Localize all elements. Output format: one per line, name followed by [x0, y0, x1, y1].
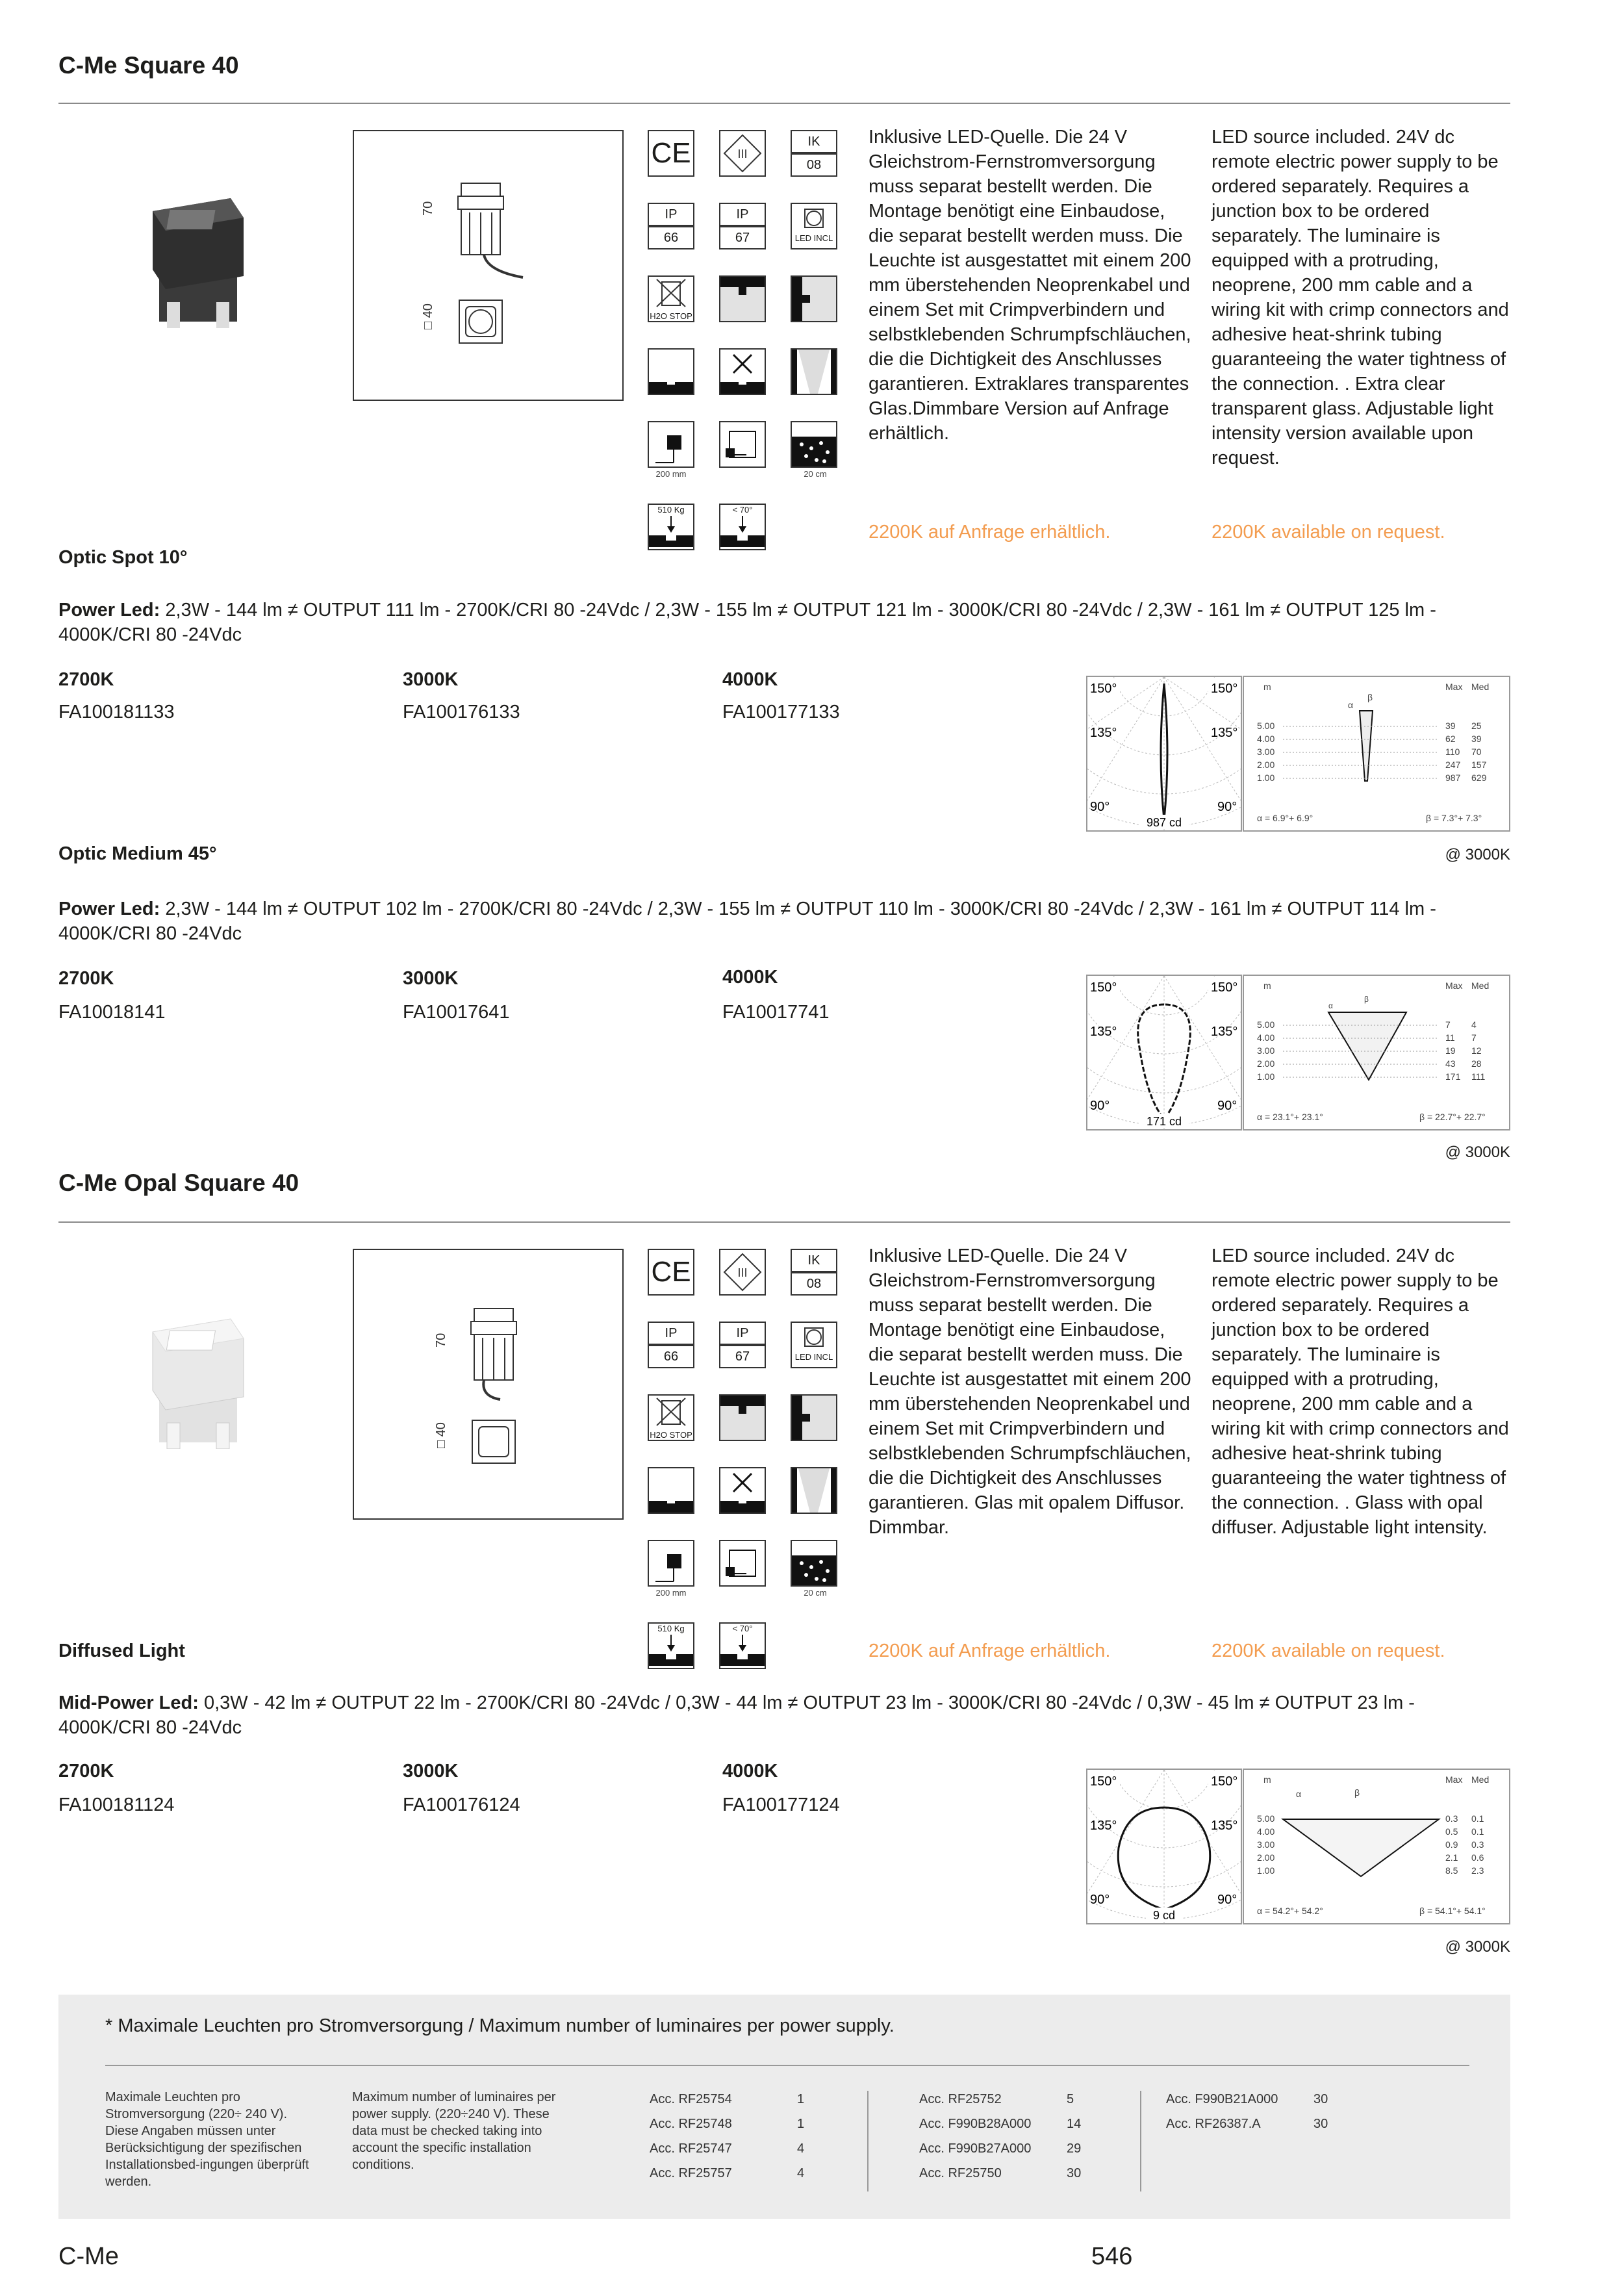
accessory-row: Acc. RF25754 1 — [650, 2092, 805, 2106]
description-en: LED source included. 24V dc remote electric power supply to be ordered separately. Requires a junction box to be ordered separately. The luminaire is equipped with a protruding, neoprene, 200 mm cable and a wiring kit with crimp connectors and adhesive heat-shrink tubing guaranteeing the water tightness of the connection. . Extra clear transparent glass. Adjustable light intensity version available upon request. — [1212, 127, 1509, 468]
product-code: FA100176133 — [403, 702, 520, 722]
page-number: 546 — [1091, 2243, 1133, 2270]
top-mount-icon — [719, 275, 766, 322]
accessory-row: Acc. RF25757 4 — [650, 2166, 805, 2180]
product-code: FA100177124 — [722, 1795, 840, 1815]
ik-label: IK — [791, 130, 837, 153]
section-divider — [58, 103, 1510, 104]
svg-text:2.1: 2.1 — [1445, 1852, 1458, 1863]
accessory-row: Acc. RF25748 1 — [650, 2117, 805, 2131]
temperature-icon: < 70° — [719, 504, 766, 550]
ip67-label: IP — [719, 1322, 766, 1345]
symbols-grid — [646, 1249, 854, 1671]
led-included-icon: LED INCL — [791, 1322, 837, 1368]
svg-text:β: β — [1354, 1787, 1360, 1798]
power-text: 0,3W - 42 lm ≠ OUTPUT 22 lm - 2700K/CRI 80 -24Vdc / 0,3W - 44 lm ≠ OUTPUT 23 lm - 3000K/CRI 80 -24Vdc / 0,3W - 45 lm ≠ OUTPUT 23 lm - 4000K/CRI 80 -24Vdc — [58, 1693, 1415, 1738]
svg-text:135°: 135° — [1211, 1025, 1238, 1039]
svg-text:β = 54.1°+ 54.1°: β = 54.1°+ 54.1° — [1419, 1906, 1486, 1916]
footnote: * Maximale Leuchten pro Stromversorgung / Maximum number of luminaires per power supply. — [105, 2015, 894, 2036]
svg-text:157: 157 — [1471, 760, 1487, 770]
power-spec — [58, 897, 1488, 946]
svg-text:Max: Max — [1445, 1774, 1463, 1785]
svg-text:Max: Max — [1445, 682, 1463, 692]
power-spec — [58, 598, 1488, 647]
illuminance-table — [1243, 676, 1510, 832]
svg-text:m: m — [1263, 682, 1271, 692]
svg-text:3.00: 3.00 — [1257, 1045, 1275, 1056]
svg-text:987 cd: 987 cd — [1146, 816, 1182, 829]
ik-value: 08 — [791, 1272, 837, 1296]
svg-text:7: 7 — [1445, 1019, 1451, 1030]
accessory-list — [919, 2092, 1101, 2191]
power-label: Mid-Power Led: — [58, 1693, 199, 1713]
svg-text:4.00: 4.00 — [1257, 734, 1275, 744]
svg-text:135°: 135° — [1090, 726, 1117, 740]
svg-text:135°: 135° — [1211, 1819, 1238, 1833]
light-beam-icon — [791, 1467, 837, 1514]
power-supply-box — [58, 1995, 1510, 2219]
technical-drawing — [353, 1249, 624, 1520]
product-photo — [146, 1299, 250, 1449]
optic-name: Optic Spot 10° — [58, 547, 188, 568]
svg-text:150°: 150° — [1211, 1774, 1238, 1789]
accessory-row: Acc. RF26387.A 30 — [1166, 2117, 1328, 2131]
symbols-grid — [646, 130, 854, 552]
spacing-icon — [791, 421, 837, 468]
svg-text:7: 7 — [1471, 1032, 1477, 1043]
svg-text:90°: 90° — [1090, 800, 1110, 814]
svg-text:β = 7.3°+ 7.3°: β = 7.3°+ 7.3° — [1426, 813, 1482, 823]
svg-text:19: 19 — [1445, 1045, 1456, 1056]
color-temperature: 3000K — [403, 669, 459, 690]
svg-text:62: 62 — [1445, 734, 1456, 744]
svg-text:70: 70 — [434, 1333, 448, 1348]
svg-text:135°: 135° — [1090, 1819, 1117, 1833]
svg-text:α = 54.2°+ 54.2°: α = 54.2°+ 54.2° — [1257, 1906, 1323, 1916]
description-de: Inklusive LED-Quelle. Die 24 V Gleichstrom-Fernstromversorgung muss separat bestellt werden. Die Montage benötigt eine Einbaudose, die separat bestellt werden muss. Die Leuchte ist ausgestattet mit einem 200 mm überstehenden Neoprenkabel und einem Set mit Crimpverbindern und selbstklebenden Schrumpfschläuchen, die die Dichtigkeit des Anschlusses garantieren. Extraklares transparentes Glas.Dimmbare Version auf Anfrage erhältlich. — [869, 127, 1191, 444]
floor-recess-icon — [648, 348, 694, 395]
spacing-label: 20 cm — [804, 1588, 827, 1598]
svg-text:0.1: 0.1 — [1471, 1813, 1484, 1824]
svg-text:α: α — [1328, 1001, 1333, 1010]
svg-text:39: 39 — [1445, 721, 1456, 731]
svg-text:12: 12 — [1471, 1045, 1482, 1056]
power-spec — [58, 1691, 1488, 1740]
svg-text:90°: 90° — [1217, 1893, 1237, 1907]
svg-text:Med: Med — [1471, 682, 1490, 692]
svg-text:90°: 90° — [1217, 1099, 1237, 1113]
accessory-row: Acc. RF25750 30 — [919, 2166, 1082, 2180]
side-mount-icon — [791, 275, 837, 322]
svg-text:0.9: 0.9 — [1445, 1839, 1458, 1850]
column-divider — [867, 2091, 869, 2191]
svg-text:5.00: 5.00 — [1257, 721, 1275, 731]
svg-text:5.00: 5.00 — [1257, 1813, 1275, 1824]
column-divider — [1140, 2091, 1141, 2191]
product-photo — [146, 179, 250, 328]
svg-text:m: m — [1263, 1774, 1271, 1785]
svg-text:90°: 90° — [1090, 1893, 1110, 1907]
svg-text:90°: 90° — [1217, 800, 1237, 814]
svg-text:150°: 150° — [1211, 682, 1238, 696]
svg-text:150°: 150° — [1090, 682, 1117, 696]
ip66-label: IP — [648, 203, 694, 226]
svg-text:135°: 135° — [1211, 726, 1238, 740]
ik-value: 08 — [791, 153, 837, 177]
floor-recess-icon — [648, 1467, 694, 1514]
color-temperature: 4000K — [722, 967, 778, 988]
svg-text:III: III — [737, 1266, 748, 1279]
cable-length-icon — [648, 1540, 694, 1587]
junction-box-icon — [719, 421, 766, 468]
svg-text:629: 629 — [1471, 773, 1487, 783]
illuminance-table — [1243, 1769, 1510, 1924]
reference-temperature: @ 3000K — [1445, 846, 1510, 863]
svg-text:171 cd: 171 cd — [1146, 1115, 1182, 1128]
footer-text-en: Maximum number of luminaires per power supply. (220÷240 V). These data must be checked taking into account the specific installation conditions. — [352, 2090, 556, 2172]
side-mount-icon — [791, 1394, 837, 1441]
section-divider — [58, 1221, 1510, 1223]
top-mount-icon — [719, 1394, 766, 1441]
svg-text:α = 23.1°+ 23.1°: α = 23.1°+ 23.1° — [1257, 1112, 1323, 1122]
color-temperature: 3000K — [403, 968, 459, 989]
power-text: 2,3W - 144 lm ≠ OUTPUT 102 lm - 2700K/CRI 80 -24Vdc / 2,3W - 155 lm ≠ OUTPUT 110 lm - 3000K/CRI 80 -24Vdc / 2,3W - 161 lm ≠ OUTPUT 114 lm - 4000K/CRI 80 -24Vdc — [58, 899, 1436, 944]
description-de: Inklusive LED-Quelle. Die 24 V Gleichstrom-Fernstromversorgung muss separat bestellt werden. Die Montage benötigt eine Einbaudose, die separat bestellt werden muss. Die Leuchte ist ausgestattet mit einem 200 mm überstehenden Neoprenkabel und einem Set mit Crimpverbindern und selbstklebenden Schrumpfschläuchen, die die Dichtigkeit des Anschlusses garantieren. Glas mit opalem Diffusor. Dimmbar. — [869, 1246, 1191, 1538]
spacing-icon — [791, 1540, 837, 1587]
svg-text:9 cd: 9 cd — [1152, 1909, 1176, 1922]
h2o-stop-icon: H2O STOP — [648, 1394, 694, 1441]
svg-text:70: 70 — [421, 201, 435, 216]
light-beam-icon — [791, 348, 837, 395]
svg-text:70: 70 — [1471, 747, 1482, 757]
footer-text-de: Maximale Leuchten pro Stromversorgung (220÷ 240 V). Diese Angaben müssen unter Berücksichtigung der spezifischen Installationsbed-ingungen überprüft werden. — [105, 2090, 309, 2189]
svg-text:2.00: 2.00 — [1257, 1058, 1275, 1069]
no-cover-icon — [719, 1467, 766, 1514]
svg-text:987: 987 — [1445, 773, 1461, 783]
svg-text:11: 11 — [1445, 1032, 1455, 1043]
color-temperature: 3000K — [403, 1761, 459, 1782]
svg-text:4.00: 4.00 — [1257, 1032, 1275, 1043]
color-temperature: 4000K — [722, 669, 778, 690]
svg-text:150°: 150° — [1211, 980, 1238, 995]
svg-text:28: 28 — [1471, 1058, 1482, 1069]
product-code: FA100177133 — [722, 702, 840, 722]
ik-label: IK — [791, 1249, 837, 1272]
svg-text:α = 6.9°+ 6.9°: α = 6.9°+ 6.9° — [1257, 813, 1313, 823]
svg-text:4.00: 4.00 — [1257, 1826, 1275, 1837]
accessory-list — [650, 2092, 831, 2191]
product-code: FA10017641 — [403, 1002, 510, 1023]
svg-text:8.5: 8.5 — [1445, 1865, 1458, 1876]
polar-diagram — [1086, 975, 1242, 1131]
led-included-icon: LED INCL — [791, 203, 837, 249]
svg-text:□ 40: □ 40 — [421, 303, 435, 329]
svg-text:90°: 90° — [1090, 1099, 1110, 1113]
availability-note-en: 2200K available on request. — [1212, 522, 1445, 543]
svg-text:5.00: 5.00 — [1257, 1019, 1275, 1030]
svg-text:171: 171 — [1445, 1071, 1461, 1082]
color-temperature: 4000K — [722, 1761, 778, 1782]
reference-temperature: @ 3000K — [1445, 1143, 1510, 1161]
svg-text:0.3: 0.3 — [1471, 1839, 1484, 1850]
product-code: FA100181124 — [58, 1795, 175, 1815]
svg-text:1.00: 1.00 — [1257, 773, 1275, 783]
class-iii-icon — [719, 1249, 766, 1296]
svg-text:β: β — [1367, 692, 1373, 702]
load-icon: 510 Kg — [648, 504, 694, 550]
svg-text:135°: 135° — [1090, 1025, 1117, 1039]
svg-text:0.1: 0.1 — [1471, 1826, 1484, 1837]
temperature-icon: < 70° — [719, 1622, 766, 1669]
svg-text:247: 247 — [1445, 760, 1461, 770]
svg-text:4: 4 — [1471, 1019, 1477, 1030]
color-temperature: 2700K — [58, 669, 114, 690]
svg-text:α: α — [1348, 700, 1354, 710]
svg-text:β = 22.7°+ 22.7°: β = 22.7°+ 22.7° — [1419, 1112, 1486, 1122]
svg-text:III: III — [737, 147, 748, 160]
section-title: C-Me Square 40 — [58, 52, 239, 79]
svg-text:150°: 150° — [1090, 1774, 1117, 1789]
svg-text:2.00: 2.00 — [1257, 760, 1275, 770]
svg-text:3.00: 3.00 — [1257, 1839, 1275, 1850]
accessory-row: Acc. RF25747 4 — [650, 2141, 805, 2156]
ip66-value: 66 — [648, 1345, 694, 1368]
accessory-row: Acc. F990B27A000 29 — [919, 2141, 1082, 2156]
availability-note-en: 2200K available on request. — [1212, 1641, 1445, 1661]
ip67-value: 67 — [719, 1345, 766, 1368]
description-en: LED source included. 24V dc remote electric power supply to be ordered separately. Requires a junction box to be ordered separately. The luminaire is equipped with a protruding, neoprene, 200 mm cable and a wiring kit with crimp connectors and adhesive heat-shrink tubing guaranteeing the water tightness of the connection. . Glass with opal diffuser. Adjustable light intensity. — [1212, 1246, 1509, 1538]
accessory-list — [1166, 2092, 1348, 2141]
svg-text:2.3: 2.3 — [1471, 1865, 1484, 1876]
section-title: C-Me Opal Square 40 — [58, 1169, 299, 1196]
power-text: 2,3W - 144 lm ≠ OUTPUT 111 lm - 2700K/CRI 80 -24Vdc / 2,3W - 155 lm ≠ OUTPUT 121 lm - 3000K/CRI 80 -24Vdc / 2,3W - 161 lm ≠ OUTPUT 125 lm - 4000K/CRI 80 -24Vdc — [58, 600, 1436, 645]
polar-diagram — [1086, 1769, 1242, 1924]
svg-text:2.00: 2.00 — [1257, 1852, 1275, 1863]
spacing-label: 20 cm — [804, 469, 827, 479]
svg-text:m: m — [1263, 980, 1271, 991]
product-family: C-Me — [58, 2243, 119, 2270]
product-code: FA10017741 — [722, 1002, 830, 1023]
power-label: Power Led: — [58, 899, 160, 919]
technical-drawing — [353, 130, 624, 401]
accessory-row: Acc. F990B21A000 30 — [1166, 2092, 1328, 2106]
no-cover-icon — [719, 348, 766, 395]
svg-text:0.5: 0.5 — [1445, 1826, 1458, 1837]
illuminance-table — [1243, 975, 1510, 1131]
ce-icon: CE — [648, 130, 694, 177]
ip66-label: IP — [648, 1322, 694, 1345]
reference-temperature: @ 3000K — [1445, 1938, 1510, 1956]
optic-name: Optic Medium 45° — [58, 843, 217, 864]
availability-note-de: 2200K auf Anfrage erhältlich. — [869, 522, 1111, 543]
svg-text:Med: Med — [1471, 1774, 1490, 1785]
accessory-row: Acc. RF25752 5 — [919, 2092, 1074, 2106]
svg-text:111: 111 — [1471, 1071, 1486, 1082]
h2o-stop-icon: H2O STOP — [648, 275, 694, 322]
svg-text:Med: Med — [1471, 980, 1490, 991]
svg-text:25: 25 — [1471, 721, 1482, 731]
ip66-value: 66 — [648, 226, 694, 249]
svg-text:3.00: 3.00 — [1257, 747, 1275, 757]
product-code: FA100181133 — [58, 702, 175, 722]
ip67-value: 67 — [719, 226, 766, 249]
optic-name: Diffused Light — [58, 1641, 185, 1661]
svg-text:β: β — [1364, 995, 1369, 1004]
accessory-row: Acc. F990B28A000 14 — [919, 2117, 1082, 2131]
svg-text:43: 43 — [1445, 1058, 1456, 1069]
product-code: FA10018141 — [58, 1002, 166, 1023]
svg-text:1.00: 1.00 — [1257, 1865, 1275, 1876]
svg-text:0.6: 0.6 — [1471, 1852, 1484, 1863]
cable-length-label: 200 mm — [655, 1588, 687, 1598]
power-label: Power Led: — [58, 600, 160, 620]
ip67-label: IP — [719, 203, 766, 226]
svg-text:1.00: 1.00 — [1257, 1071, 1275, 1082]
ce-icon: CE — [648, 1249, 694, 1296]
class-iii-icon — [719, 130, 766, 177]
svg-text:150°: 150° — [1090, 980, 1117, 995]
polar-diagram — [1086, 676, 1242, 832]
svg-text:39: 39 — [1471, 734, 1482, 744]
svg-text:□ 40: □ 40 — [434, 1422, 448, 1448]
product-code: FA100176124 — [403, 1795, 520, 1815]
availability-note-de: 2200K auf Anfrage erhältlich. — [869, 1641, 1111, 1661]
color-temperature: 2700K — [58, 968, 114, 989]
load-icon: 510 Kg — [648, 1622, 694, 1669]
cable-length-icon — [648, 421, 694, 468]
svg-text:0.3: 0.3 — [1445, 1813, 1458, 1824]
svg-text:110: 110 — [1445, 747, 1460, 757]
cable-length-label: 200 mm — [655, 469, 687, 479]
svg-text:Max: Max — [1445, 980, 1463, 991]
svg-text:α: α — [1296, 1789, 1302, 1799]
footer-divider — [105, 2065, 1469, 2066]
junction-box-icon — [719, 1540, 766, 1587]
color-temperature: 2700K — [58, 1761, 114, 1782]
